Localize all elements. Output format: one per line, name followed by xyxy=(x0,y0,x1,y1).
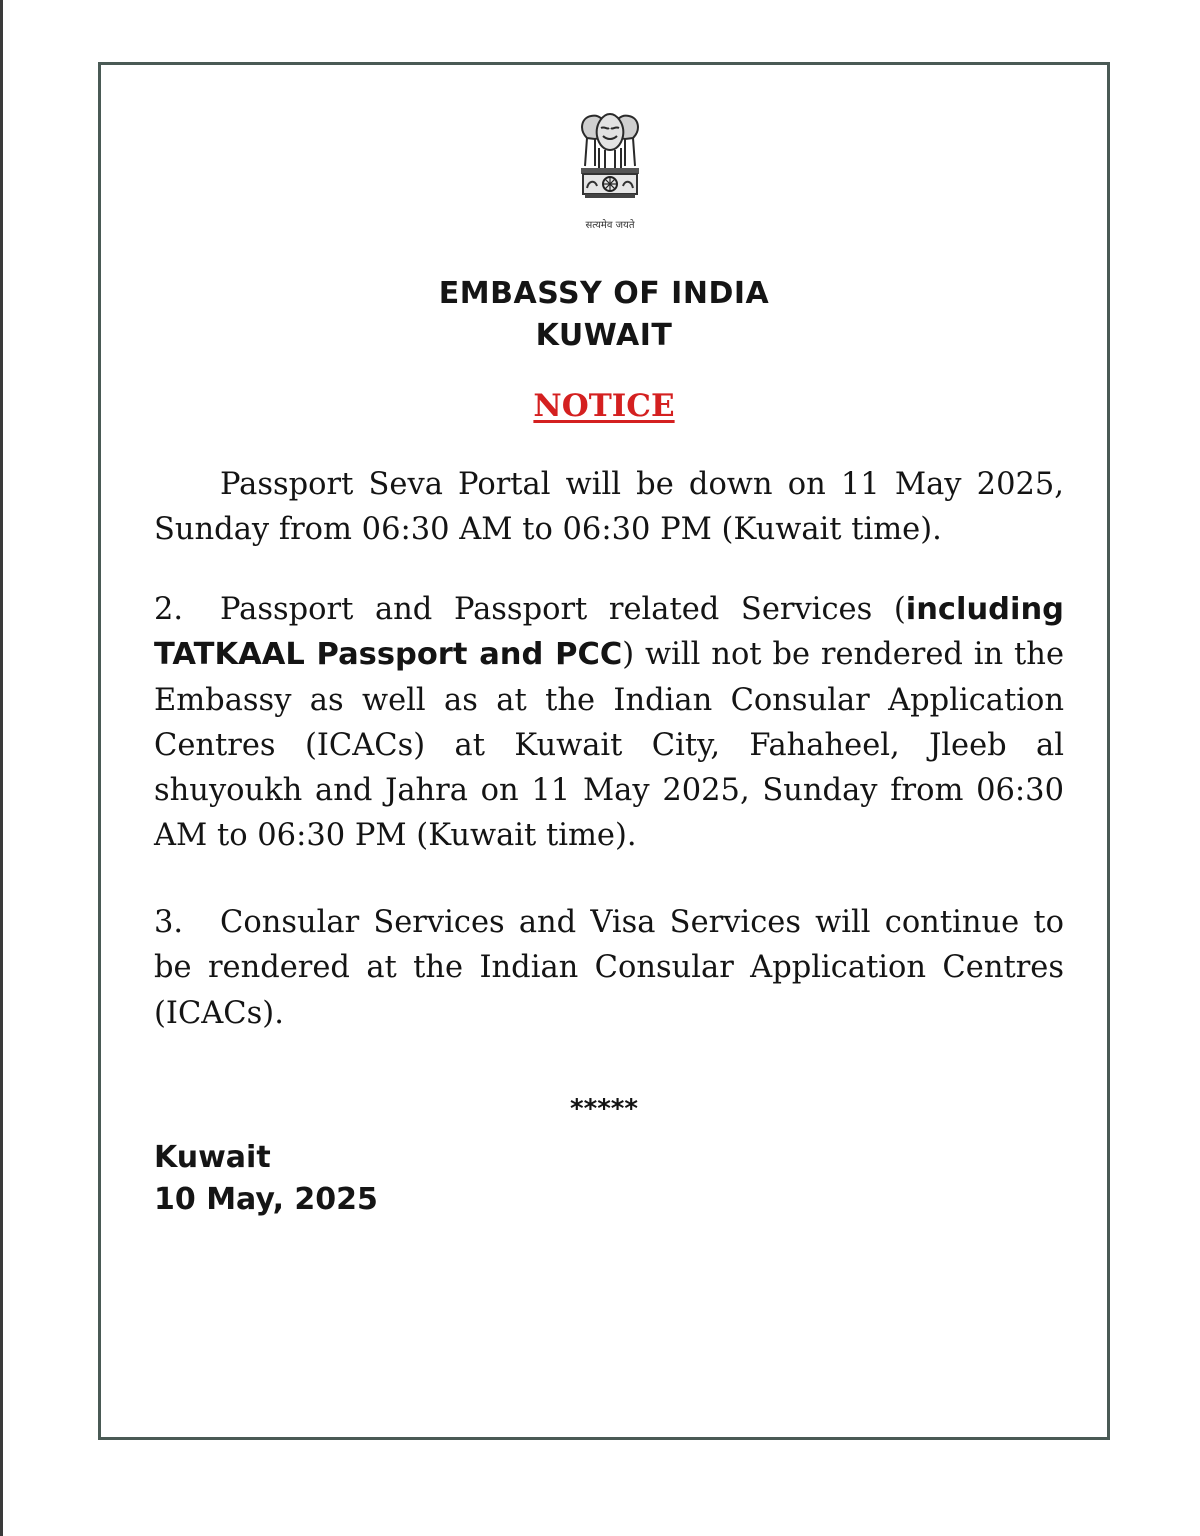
national-emblem-icon xyxy=(565,108,655,236)
signoff-date: 10 May, 2025 xyxy=(154,1182,378,1217)
paragraph-2-bold-text: including TATKAAL Passport and PCC xyxy=(154,592,1064,673)
notice-title: NOTICE xyxy=(533,388,675,424)
paragraph-2-text-start: Passport and Passport related Services ( xyxy=(220,592,906,627)
embassy-name: EMBASSY OF INDIA xyxy=(438,276,770,311)
separator-stars: ***** xyxy=(570,1094,638,1124)
paragraph-3 xyxy=(154,900,1064,1036)
paragraph-1: Passport Seva Portal will be down on 11 May 2025, Sunday from 06:30 AM to 06:30 PM (Kuwait time). xyxy=(154,467,1064,548)
signoff-place: Kuwait xyxy=(154,1140,271,1175)
paragraph-2-text-end: ) will not be rendered in the Embassy as well as at the Indian Consular Application Centres (ICACs) at Kuwait City, Fahaheel, Jleeb al shuyoukh and Jahra on 11 May 2025, Sunday from 06:30 AM to 06:30 PM (Kuwait time). xyxy=(154,637,1065,854)
paragraph-3-text: Consular Services and Visa Services will continue to be rendered at the Indian Consular Application Centres (ICACs). xyxy=(154,905,1064,1031)
paragraph-2-number: 2. xyxy=(154,592,184,627)
paragraph-2 xyxy=(154,587,1064,859)
page-edge-line xyxy=(0,0,3,1536)
emblem-motto: सत्यमेव जयते xyxy=(585,220,635,231)
paragraph-3-number: 3. xyxy=(154,905,184,940)
embassy-location: KUWAIT xyxy=(535,318,673,353)
